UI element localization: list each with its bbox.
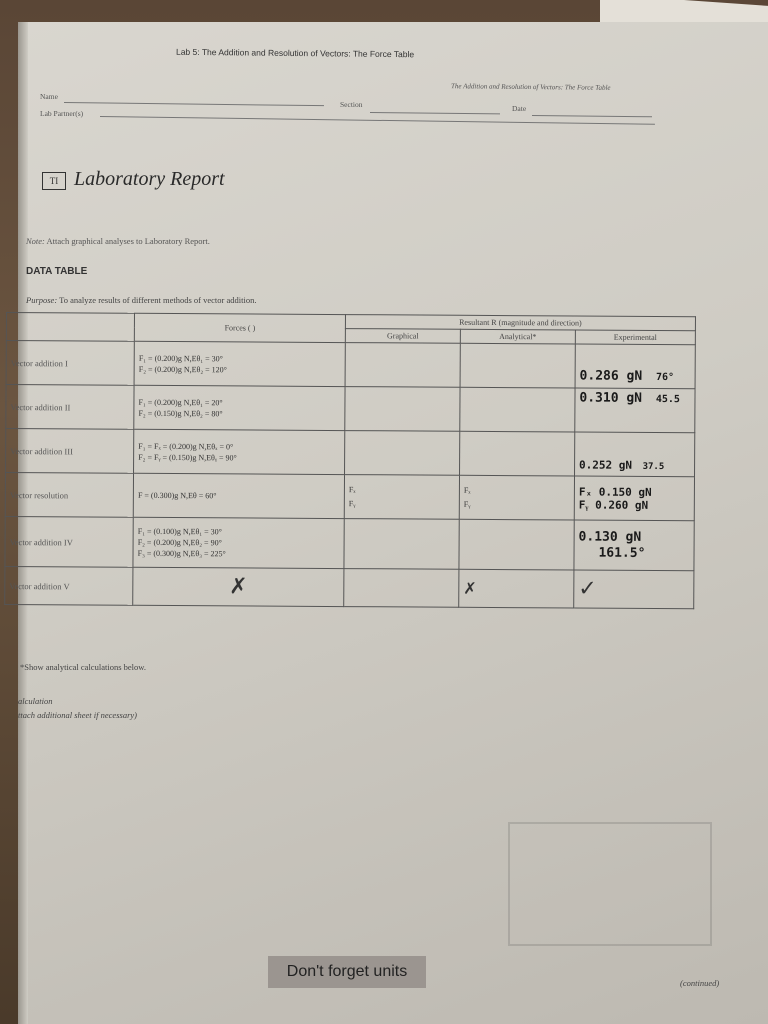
lab-report-page <box>9 22 768 1024</box>
handwritten-value <box>579 391 690 409</box>
graphical-cell <box>344 431 459 476</box>
handwritten-magnitude: 0.130 gN <box>578 529 642 545</box>
note-prefix: Note: <box>26 236 45 246</box>
graphical-cell <box>345 387 460 432</box>
force-equation: F₃ = (0.300)g N,Eθ₃ = 225° <box>137 548 226 559</box>
force-equation: F₁ = (0.100)g N,Eθ₁ = 30° <box>137 526 222 537</box>
force-equation: F₂ = (0.150)g N,Eθ₂ = 80° <box>138 408 223 418</box>
experimental-cell <box>574 570 694 609</box>
graphical-header: Graphical <box>345 329 460 344</box>
table-row <box>6 341 695 389</box>
running-head: The Addition and Resolution of Vectors: The Force Table <box>450 82 611 92</box>
experimental-cell <box>574 520 694 571</box>
faint-stamp <box>508 822 712 946</box>
report-title: Laboratory Report <box>74 168 225 190</box>
graphical-cell <box>345 343 460 388</box>
experimental-cell <box>574 432 694 477</box>
fx-label: Fₓ <box>348 484 356 494</box>
force-equation: F = (0.300)g N,Eθ = 60° <box>137 490 217 501</box>
force-equation: F₁ = (0.200)g N,Eθ₁ = 30° <box>138 353 223 363</box>
handwritten-value <box>579 369 690 387</box>
analytical-cell <box>460 343 575 388</box>
continued-label: (continued) <box>680 978 720 988</box>
handwritten-magnitude: 0.286 gN <box>579 368 643 384</box>
fy-label: Fᵧ <box>463 499 471 509</box>
x-mark: ✗ <box>463 578 477 598</box>
table-row <box>5 516 694 570</box>
x-mark: ✗ <box>229 573 248 599</box>
note-text: Attach graphical analyses to Laboratory Report. <box>46 236 210 246</box>
section-label: Section <box>340 100 363 109</box>
name-label: Name <box>40 92 58 101</box>
purpose-prefix: Purpose: <box>26 295 58 305</box>
table-row <box>6 385 695 433</box>
analytical-cell <box>459 475 574 520</box>
report-icon: TI <box>42 172 66 190</box>
force-equation: F₂ = Fᵧ = (0.150)g N,Eθᵧ = 90° <box>138 452 237 462</box>
table-row <box>6 429 695 477</box>
units-reminder-sticker: Don't forget units <box>268 956 426 988</box>
force-equation: F₂ = (0.200)g N,Eθ₂ = 90° <box>137 537 222 548</box>
analytical-header: Analytical* <box>460 329 575 344</box>
handwritten-magnitude: 0.310 gN <box>579 390 643 406</box>
table-row <box>5 566 694 608</box>
forces-cell <box>134 385 345 430</box>
force-equation: F₁ = Fₓ = (0.200)g N,Eθₓ = 0° <box>138 441 234 451</box>
partners-line <box>100 116 655 125</box>
purpose <box>26 295 256 305</box>
analytical-cell <box>460 387 575 432</box>
forces-cell <box>133 517 344 568</box>
graphical-cell <box>344 475 459 520</box>
lab-title: Lab 5: The Addition and Resolution of Vectors: The Force Table <box>175 46 415 60</box>
row-label: Vector addition II <box>6 385 134 430</box>
row-label: Vector addition V <box>5 566 133 605</box>
row-label: Vector addition IV <box>5 516 133 567</box>
row-label: Vector resolution <box>5 473 133 518</box>
section-line <box>370 112 500 114</box>
data-table-title: DATA TABLE <box>26 266 88 277</box>
purpose-text: To analyze results of different methods of vector addition. <box>59 295 257 305</box>
forces-cell <box>134 341 345 386</box>
fx-label: Fₓ <box>463 485 471 495</box>
data-table <box>4 312 696 609</box>
corner-cell <box>6 313 134 342</box>
handwritten-angle: 37.5 <box>642 461 665 473</box>
experimental-cell <box>574 476 694 521</box>
row-label: Vector addition I <box>6 341 134 386</box>
check-mark: ✓ <box>578 576 597 602</box>
handwritten-fx: Fₓ 0.150 gN <box>578 485 652 499</box>
handwritten-fy: Fᵧ 0.260 gN <box>578 498 649 512</box>
experimental-header: Experimental <box>575 330 695 345</box>
resultant-header: Resultant R (magnitude and direction) <box>345 315 695 331</box>
graphical-cell <box>344 569 459 608</box>
handwritten-magnitude: 0.252 gN <box>578 458 633 472</box>
analytical-cell <box>459 569 574 608</box>
analytical-note: *Show analytical calculations below. <box>20 662 146 672</box>
row-label: Vector addition III <box>6 429 134 474</box>
handwritten-value <box>579 459 690 475</box>
table-row <box>5 473 694 521</box>
handwritten-angle: 161.5° <box>598 545 646 561</box>
forces-header: Forces ( ) <box>134 313 345 342</box>
handwritten-angle: 76° <box>655 371 675 384</box>
note <box>26 236 210 246</box>
graphical-cell <box>344 519 459 570</box>
analytical-cell <box>459 431 574 476</box>
calculation-note: ttach additional sheet if necessary) <box>18 710 137 720</box>
analytical-cell <box>459 519 574 570</box>
handwritten-angle: 45.5 <box>655 393 680 406</box>
experimental-cell <box>575 388 695 433</box>
name-line <box>64 102 324 106</box>
fy-label: Fᵧ <box>348 498 356 508</box>
calculation-heading: alculation <box>18 696 53 706</box>
forces-cell <box>133 567 344 606</box>
forces-cell <box>133 473 344 518</box>
forces-cell <box>134 429 345 474</box>
partners-label: Lab Partner(s) <box>40 109 84 118</box>
date-line <box>532 115 652 117</box>
experimental-cell <box>575 344 695 389</box>
force-equation: F₂ = (0.200)g N,Eθ₂ = 120° <box>138 364 227 374</box>
force-equation: F₁ = (0.200)g N,Eθ₁ = 20° <box>138 397 223 407</box>
date-label: Date <box>512 104 527 113</box>
